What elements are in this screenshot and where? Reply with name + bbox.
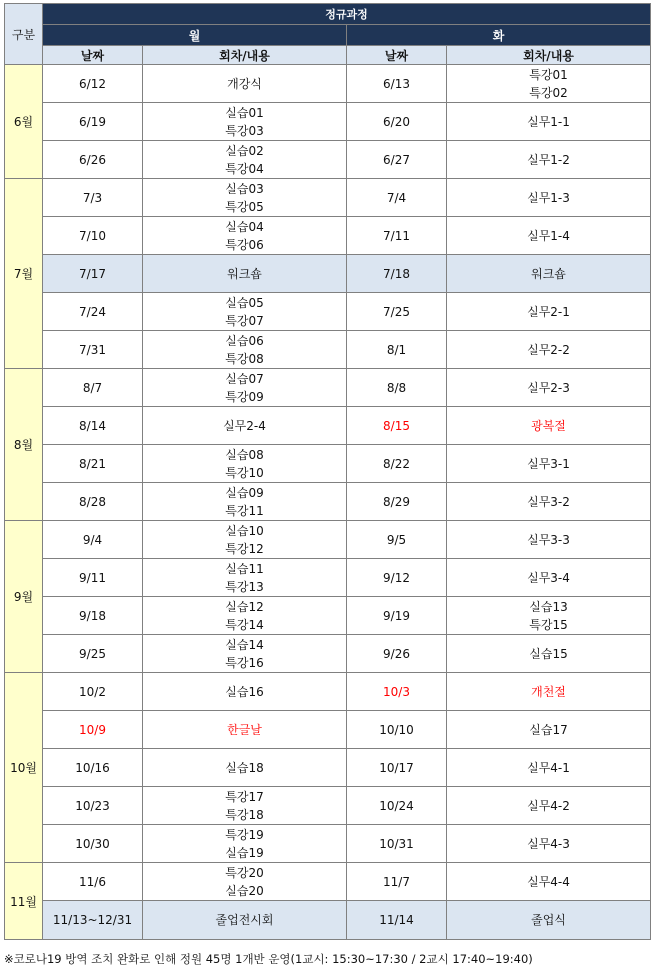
tue-content-line: 실습13	[529, 599, 568, 614]
mon-date-cell: 11/6	[43, 863, 143, 901]
header-tuesday: 화	[347, 25, 651, 46]
table-row	[5, 711, 651, 749]
mon-content-line: 특강04	[225, 161, 264, 176]
tue-content-cell	[447, 749, 651, 787]
mon-content-line: 실습14	[225, 637, 264, 652]
mon-date-cell: 9/18	[43, 597, 143, 635]
mon-content-line: 개강식	[227, 76, 262, 91]
mon-content-cell	[143, 255, 347, 293]
table-row	[5, 179, 651, 217]
mon-date-cell: 10/2	[43, 673, 143, 711]
tue-date-cell: 8/1	[347, 331, 447, 369]
mon-content-line: 특강20	[225, 865, 264, 880]
mon-date-cell: 7/24	[43, 293, 143, 331]
mon-content-cell	[143, 483, 347, 521]
mon-content-cell	[143, 673, 347, 711]
mon-content-cell	[143, 711, 347, 749]
table-row	[5, 863, 651, 901]
tue-date-cell: 11/7	[347, 863, 447, 901]
tue-content-line: 실무1-3	[527, 190, 570, 205]
tue-date-cell: 8/29	[347, 483, 447, 521]
tue-content-line: 특강02	[529, 85, 568, 100]
header-mon-content: 회차/내용	[143, 46, 347, 65]
tue-content-cell	[447, 901, 651, 940]
tue-date-cell: 10/24	[347, 787, 447, 825]
tue-content-line: 실습17	[529, 722, 568, 737]
mon-content-line: 실습11	[225, 561, 264, 576]
tue-content-line: 실무4-3	[527, 836, 570, 851]
mon-content-line: 실습20	[225, 883, 264, 898]
mon-content-line: 한글날	[227, 722, 262, 737]
mon-date-cell: 7/17	[43, 255, 143, 293]
mon-content-cell	[143, 863, 347, 901]
schedule-body	[5, 65, 651, 940]
tue-date-cell: 7/25	[347, 293, 447, 331]
tue-date-cell: 10/10	[347, 711, 447, 749]
mon-content-line: 특강10	[225, 465, 264, 480]
table-row	[5, 103, 651, 141]
tue-content-line: 실무4-4	[527, 874, 570, 889]
mon-content-line: 실습02	[225, 143, 264, 158]
tue-content-line: 실무1-1	[527, 114, 570, 129]
table-row	[5, 217, 651, 255]
tue-date-cell: 10/31	[347, 825, 447, 863]
table-row	[5, 825, 651, 863]
header-tue-date: 날짜	[347, 46, 447, 65]
tue-date-cell: 9/26	[347, 635, 447, 673]
mon-content-line: 특강11	[225, 503, 264, 518]
table-row	[5, 141, 651, 179]
tue-content-cell	[447, 369, 651, 407]
tue-date-cell: 6/13	[347, 65, 447, 103]
tue-date-cell: 9/19	[347, 597, 447, 635]
tue-date-cell: 11/14	[347, 901, 447, 940]
table-row	[5, 483, 651, 521]
tue-date-cell: 7/4	[347, 179, 447, 217]
tue-date-cell: 9/12	[347, 559, 447, 597]
month-label: 11월	[5, 863, 43, 940]
tue-content-line: 실무3-3	[527, 532, 570, 547]
tue-date-cell: 7/11	[347, 217, 447, 255]
table-row	[5, 65, 651, 103]
mon-content-cell	[143, 103, 347, 141]
tue-content-cell	[447, 559, 651, 597]
tue-content-cell	[447, 407, 651, 445]
tue-content-line: 실무4-1	[527, 760, 570, 775]
table-row	[5, 293, 651, 331]
mon-content-line: 특강08	[225, 351, 264, 366]
mon-content-cell	[143, 445, 347, 483]
footnote: ※코로나19 방역 조치 완화로 인해 정원 45명 1개반 운영(1교시: 15:30~17:30 / 2교시 17:40~19:40)	[4, 952, 533, 966]
tue-content-cell	[447, 103, 651, 141]
mon-content-line: 워크숍	[227, 266, 262, 281]
tue-content-line: 실습15	[529, 646, 568, 661]
header-mon-date: 날짜	[43, 46, 143, 65]
tue-content-line: 워크숍	[531, 266, 566, 281]
tue-content-cell	[447, 597, 651, 635]
mon-content-line: 실습01	[225, 105, 264, 120]
tue-date-cell: 7/18	[347, 255, 447, 293]
table-row	[5, 901, 651, 940]
header-monday: 월	[43, 25, 347, 46]
mon-content-cell	[143, 787, 347, 825]
mon-date-cell: 7/10	[43, 217, 143, 255]
mon-content-line: 졸업전시회	[215, 913, 274, 927]
tue-content-cell	[447, 141, 651, 179]
mon-content-cell	[143, 65, 347, 103]
mon-content-line: 실습07	[225, 371, 264, 386]
table-row	[5, 597, 651, 635]
tue-content-line: 특강15	[529, 617, 568, 632]
schedule-table	[4, 3, 651, 940]
mon-content-line: 실습12	[225, 599, 264, 614]
mon-content-line: 특강19	[225, 827, 264, 842]
mon-date-cell: 8/7	[43, 369, 143, 407]
mon-content-cell	[143, 597, 347, 635]
mon-content-cell	[143, 901, 347, 940]
mon-date-cell: 6/12	[43, 65, 143, 103]
header-tue-content: 회차/내용	[447, 46, 651, 65]
mon-content-line: 실습04	[225, 219, 264, 234]
table-row	[5, 673, 651, 711]
header-gubun: 구분	[5, 4, 43, 65]
mon-date-cell: 10/9	[43, 711, 143, 749]
mon-date-cell: 6/19	[43, 103, 143, 141]
mon-date-cell: 7/3	[43, 179, 143, 217]
mon-content-line: 실습18	[225, 760, 264, 775]
table-row	[5, 635, 651, 673]
header-program: 정규과정	[43, 4, 651, 25]
tue-content-cell	[447, 331, 651, 369]
tue-content-line: 특강01	[529, 67, 568, 82]
mon-date-cell: 6/26	[43, 141, 143, 179]
mon-date-cell: 9/25	[43, 635, 143, 673]
mon-content-line: 실습09	[225, 485, 264, 500]
month-label: 6월	[5, 65, 43, 179]
table-row	[5, 521, 651, 559]
mon-content-cell	[143, 217, 347, 255]
tue-content-line: 광복절	[531, 418, 566, 433]
tue-content-line: 실무3-4	[527, 570, 570, 585]
tue-date-cell: 8/22	[347, 445, 447, 483]
tue-date-cell: 6/20	[347, 103, 447, 141]
tue-date-cell: 10/17	[347, 749, 447, 787]
tue-content-line: 실무1-2	[527, 152, 570, 167]
tue-content-cell	[447, 711, 651, 749]
tue-content-cell	[447, 445, 651, 483]
tue-content-line: 개천절	[531, 684, 566, 699]
tue-content-cell	[447, 255, 651, 293]
mon-date-cell: 8/21	[43, 445, 143, 483]
mon-date-cell: 11/13~12/31	[43, 901, 143, 940]
mon-content-line: 특강18	[225, 807, 264, 822]
mon-content-cell	[143, 635, 347, 673]
tue-content-line: 실무2-2	[527, 342, 570, 357]
tue-content-cell	[447, 65, 651, 103]
table-row	[5, 559, 651, 597]
mon-content-cell	[143, 331, 347, 369]
tue-date-cell: 6/27	[347, 141, 447, 179]
mon-date-cell: 8/14	[43, 407, 143, 445]
mon-date-cell: 8/28	[43, 483, 143, 521]
mon-content-line: 특강06	[225, 237, 264, 252]
mon-date-cell: 9/11	[43, 559, 143, 597]
tue-content-cell	[447, 217, 651, 255]
tue-content-line: 졸업식	[531, 913, 566, 927]
mon-content-cell	[143, 369, 347, 407]
tue-date-cell: 8/8	[347, 369, 447, 407]
mon-date-cell: 10/30	[43, 825, 143, 863]
tue-content-cell	[447, 787, 651, 825]
mon-date-cell: 7/31	[43, 331, 143, 369]
mon-content-line: 실습05	[225, 295, 264, 310]
mon-date-cell: 10/23	[43, 787, 143, 825]
tue-content-line: 실무3-2	[527, 494, 570, 509]
tue-content-cell	[447, 293, 651, 331]
tue-content-line: 실무2-1	[527, 304, 570, 319]
mon-content-cell	[143, 825, 347, 863]
tue-content-cell	[447, 521, 651, 559]
table-row	[5, 369, 651, 407]
mon-content-cell	[143, 407, 347, 445]
mon-content-line: 특강16	[225, 655, 264, 670]
mon-content-line: 실습06	[225, 333, 264, 348]
mon-content-line: 실습19	[225, 845, 264, 860]
mon-date-cell: 10/16	[43, 749, 143, 787]
tue-date-cell: 10/3	[347, 673, 447, 711]
tue-content-line: 실무2-3	[527, 380, 570, 395]
month-label: 9월	[5, 521, 43, 673]
mon-content-line: 특강13	[225, 579, 264, 594]
tue-date-cell: 9/5	[347, 521, 447, 559]
mon-content-cell	[143, 179, 347, 217]
mon-content-line: 특강07	[225, 313, 264, 328]
tue-content-line: 실무1-4	[527, 228, 570, 243]
tue-content-line: 실무3-1	[527, 456, 570, 471]
table-row	[5, 331, 651, 369]
mon-content-line: 특강03	[225, 123, 264, 138]
tue-content-cell	[447, 825, 651, 863]
tue-content-cell	[447, 179, 651, 217]
mon-content-line: 실습08	[225, 447, 264, 462]
tue-date-cell: 8/15	[347, 407, 447, 445]
table-row	[5, 749, 651, 787]
mon-content-line: 특강14	[225, 617, 264, 632]
mon-content-line: 특강09	[225, 389, 264, 404]
mon-content-line: 특강12	[225, 541, 264, 556]
tue-content-cell	[447, 635, 651, 673]
table-row	[5, 445, 651, 483]
mon-content-cell	[143, 293, 347, 331]
mon-content-line: 실무2-4	[223, 418, 266, 433]
mon-content-line: 실습10	[225, 523, 264, 538]
tue-content-cell	[447, 483, 651, 521]
tue-content-cell	[447, 863, 651, 901]
schedule-container	[4, 3, 650, 940]
month-label: 8월	[5, 369, 43, 521]
mon-content-cell	[143, 521, 347, 559]
mon-content-line: 실습16	[225, 684, 264, 699]
tue-content-cell	[447, 673, 651, 711]
mon-content-line: 특강17	[225, 789, 264, 804]
month-label: 10월	[5, 673, 43, 863]
mon-content-cell	[143, 559, 347, 597]
mon-content-line: 실습03	[225, 181, 264, 196]
mon-date-cell: 9/4	[43, 521, 143, 559]
table-row	[5, 255, 651, 293]
mon-content-cell	[143, 141, 347, 179]
month-label: 7월	[5, 179, 43, 369]
table-row	[5, 407, 651, 445]
table-row	[5, 787, 651, 825]
mon-content-cell	[143, 749, 347, 787]
tue-content-line: 실무4-2	[527, 798, 570, 813]
mon-content-line: 특강05	[225, 199, 264, 214]
